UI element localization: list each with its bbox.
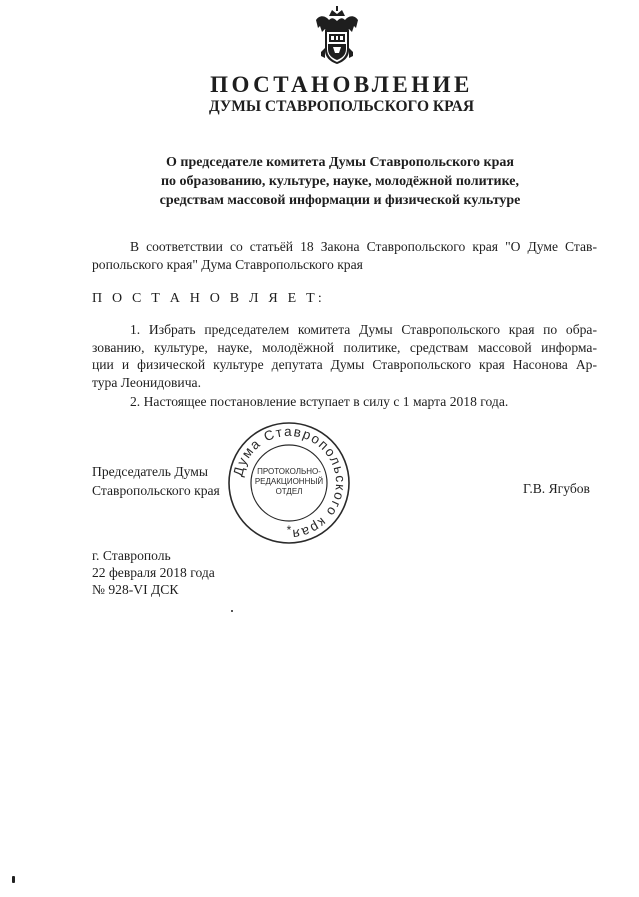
coat-of-arms-emblem <box>312 6 362 66</box>
footer-date: 22 февраля 2018 года <box>92 565 215 580</box>
subject-line: средствам массовой информации и физической культуре <box>159 193 521 208</box>
footer-number: № 928-VI ДСК <box>92 582 179 597</box>
stamp-center-text: РЕДАКЦИОННЫЙ <box>254 477 324 486</box>
subject-line: О председателе комитета Думы Ставропольского края <box>166 155 514 170</box>
item-line: ции и физической культуре депутата Думы Ставропольского края Насонова Ар- <box>92 357 597 372</box>
signatory-position-line: Председатель Думы <box>92 464 209 479</box>
subject-line: по образованию, культуре, науке, молодёжной политике, <box>160 174 520 189</box>
footer-city: г. Ставрополь <box>92 548 171 563</box>
preamble-paragraph <box>92 238 597 273</box>
item-line: 1. Избрать председателем комитета Думы Ставропольского края по обра- <box>130 322 597 337</box>
official-stamp <box>226 420 352 546</box>
document-subject <box>130 153 550 210</box>
preamble-line: ропольского края" Дума Ставропольского края <box>92 256 363 272</box>
item-line: зованию, культуре, науке, молодёжной политике, средствам массовой информа- <box>92 339 597 355</box>
item-line: 2. Настоящее постановление вступает в силу с 1 марта 2018 года. <box>130 394 509 409</box>
decree-word: П О С Т А Н О В Л Я Е Т: <box>92 291 325 306</box>
scan-speck <box>231 610 233 612</box>
document-footer <box>92 547 215 598</box>
document-title: ПОСТАНОВЛЕНИЕ <box>210 72 473 97</box>
signatory-position <box>92 462 220 500</box>
stamp-center-text: ПРОТОКОЛЬНО- <box>257 467 321 476</box>
signatory-position-line: Ставропольского края <box>92 483 220 498</box>
item-1-paragraph <box>92 321 597 391</box>
item-line: тура Леонидовича. <box>92 374 201 390</box>
stamp-star: * <box>286 523 292 537</box>
document-subtitle: ДУМЫ СТАВРОПОЛЬСКОГО КРАЯ <box>208 98 475 115</box>
signatory-name: Г.В. Ягубов <box>523 481 590 496</box>
scan-speck <box>12 876 15 883</box>
preamble-line: В соответствии со статьёй 18 Закона Ставропольского края "О Думе Став- <box>130 239 597 254</box>
item-2-paragraph <box>92 393 597 411</box>
stamp-center-text: ОТДЕЛ <box>275 487 303 496</box>
stamp-ring-text: Дума Ставропольского края <box>230 423 349 543</box>
